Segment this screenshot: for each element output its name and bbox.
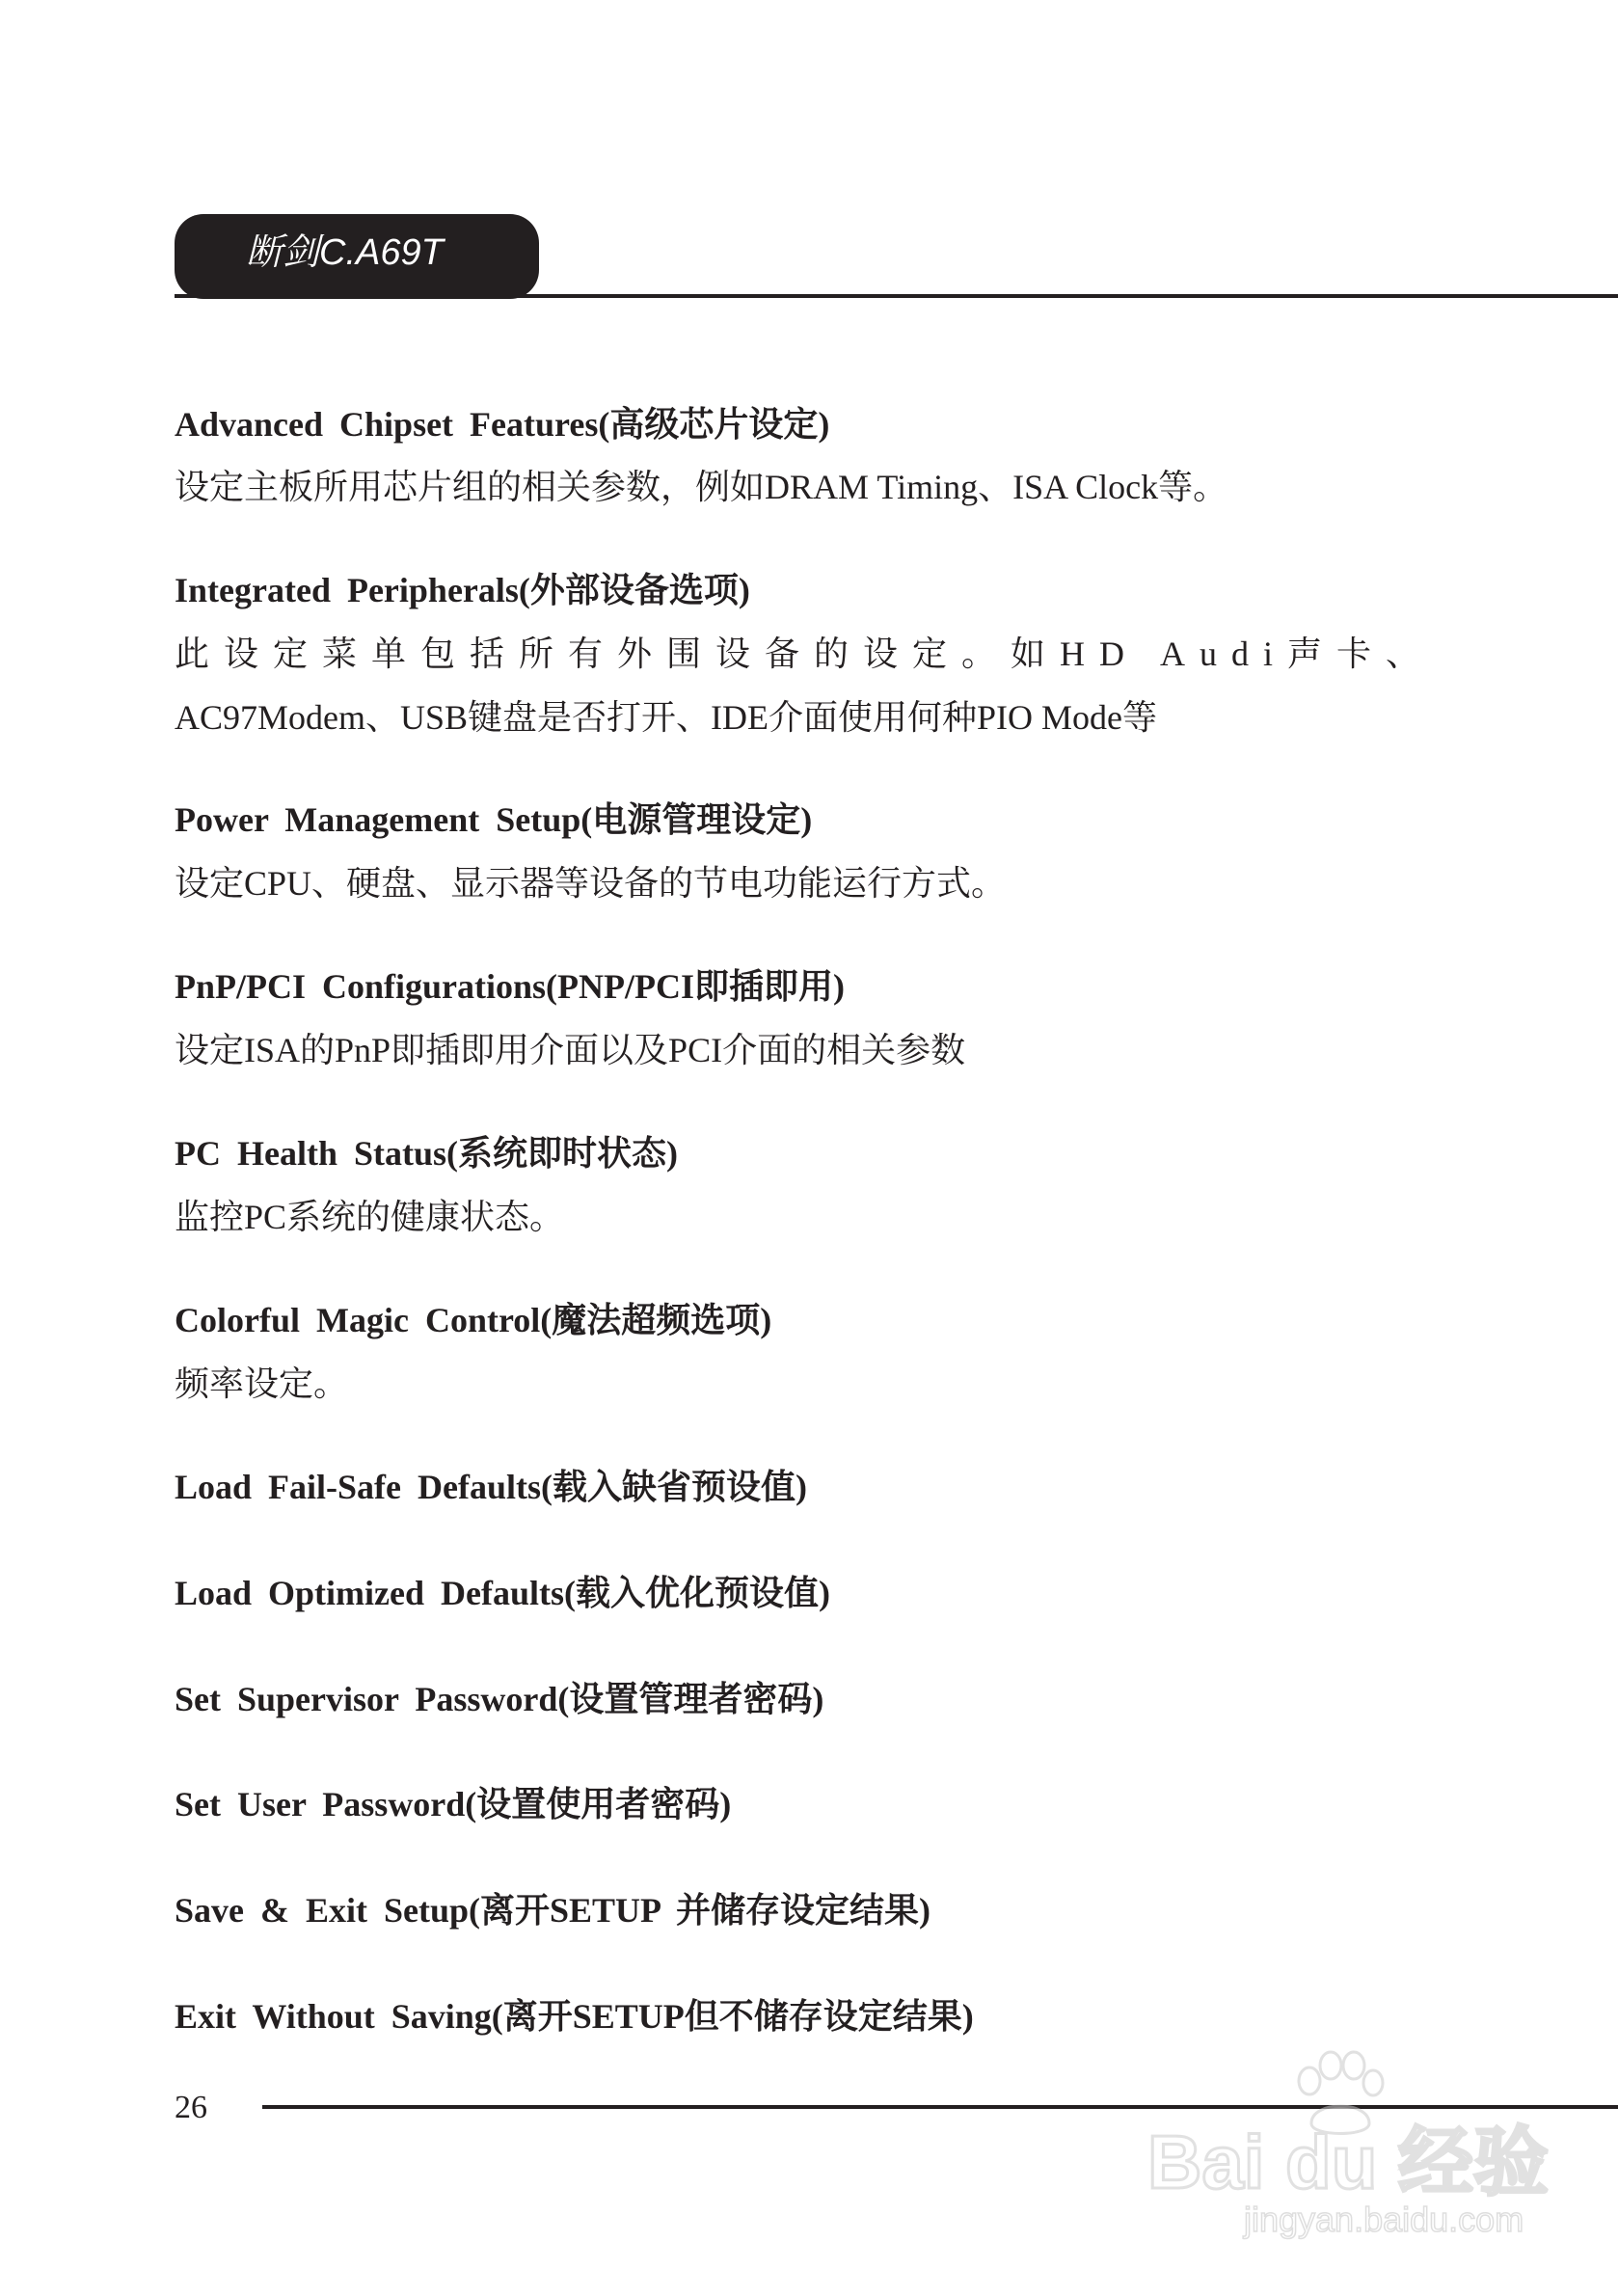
header-rule [175,294,1618,298]
entry-title-colorful-magic: Colorful Magic Control(魔法超频选项) [175,1301,772,1339]
header-title: 断剑C.A69T [246,232,444,273]
baidu-watermark [1138,2044,1550,2239]
entry-title-exit-without-saving: Exit Without Saving(离开SETUP但不储存设定结果) [175,1997,974,2036]
entry-title-pc-health: PC Health Status(系统即时状态) [175,1134,678,1173]
page-number: 26 [175,2090,207,2125]
entry-desc-pc-health: 监控PC系统的健康状态。 [175,1198,565,1236]
entry-title-load-optimized: Load Optimized Defaults(载入优化预设值) [175,1574,830,1612]
entry-title-set-supervisor-password: Set Supervisor Password(设置管理者密码) [175,1680,824,1718]
entry-title-integrated-peripherals: Integrated Peripherals(外部设备选项) [175,571,750,609]
entry-desc-pnp-pci: 设定ISA的PnP即插即用介面以及PCI介面的相关参数 [175,1031,966,1069]
entry-desc-integrated-peripherals-line2: AC97Modem、USB键盘是否打开、IDE介面使用何种PIO Mode等 [175,698,1158,737]
entry-title-advanced-chipset: Advanced Chipset Features(高级芯片设定) [175,405,830,444]
entry-title-power-management: Power Management Setup(电源管理设定) [175,800,813,839]
entry-desc-integrated-peripherals-line1: 此设定菜单包括所有外围设备的设定。如HD Audi声卡、 [175,635,1436,673]
entry-desc-advanced-chipset: 设定主板所用芯片组的相关参数，例如DRAM Timing、ISA Clock等。 [175,468,1228,506]
entry-desc-power-management: 设定CPU、硬盘、显示器等设备的节电功能运行方式。 [175,864,1007,903]
entry-title-pnp-pci: PnP/PCI Configurations(PNP/PCI即插即用) [175,967,845,1006]
baidu-url: jingyan.baidu.com [1244,2200,1524,2239]
entry-title-load-fail-safe: Load Fail-Safe Defaults(载入缺省预设值) [175,1468,807,1506]
entry-title-save-exit: Save & Exit Setup(离开SETUP 并储存设定结果) [175,1891,931,1930]
entry-title-set-user-password: Set User Password(设置使用者密码) [175,1785,732,1823]
entry-desc-colorful-magic: 频率设定。 [175,1364,349,1403]
baidu-logo-text: Bai du 经验 [1147,2120,1550,2204]
